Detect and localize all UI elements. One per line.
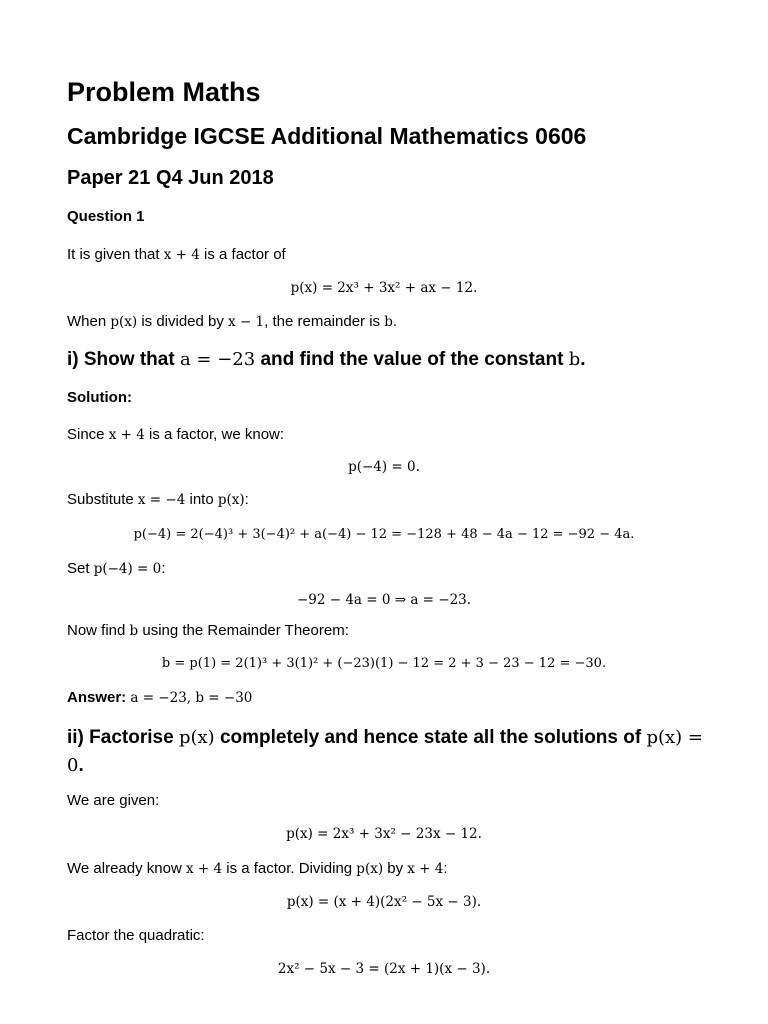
already-line [67,860,448,877]
equation-given: p(x) = 2x³ + 3x² − 23x − 12. [286,826,482,842]
given-line: We are given: [67,792,160,809]
part-1-heading [67,349,586,371]
equation-expand: p(−4) = 2(−4)³ + 3(−4)² + a(−4) − 12 = −128 + 48 − 4a − 12 = −92 − 4a. [133,527,635,542]
part-2-text-1: ii) Factorise [67,727,174,748]
set-text-2: : [161,560,166,577]
since-math-1: x + 4 [108,427,145,443]
subst-text-3: : [244,491,249,508]
equation-b: b = p(1) = 2(1)³ + 3(1)² + (−23)(1) − 12 = 2 + 3 − 23 − 12 = −30. [161,656,607,671]
answer-line [67,689,252,706]
when-text-3: , the remainder is [264,313,381,330]
answer-label: Answer: [67,689,127,706]
factor-quadratic-line: Factor the quadratic: [67,927,205,944]
nowfind-math-1: b [129,623,139,639]
part-1-math-2: b [568,349,581,370]
when-math-1: p(x) [110,314,138,330]
when-text-1: When [67,313,107,330]
since-line [67,426,284,443]
subst-text-2: into [189,491,214,508]
nowfind-text-1: Now find [67,622,126,639]
set-math-1: p(−4) = 0 [93,561,162,577]
equation-p-definition: p(x) = 2x³ + 3x² + ax − 12. [290,280,478,296]
already-text-1: We already know [67,860,182,877]
part-2-text-2: completely and hence state all the solutions of [219,727,642,748]
equation-p-minus-4: p(−4) = 0. [348,459,420,475]
set-line [67,560,165,577]
equation-divided: p(x) = (x + 4)(2x² − 5x − 3). [286,894,482,910]
subst-math-1: x = −4 [137,492,186,508]
subst-text-1: Substitute [67,491,134,508]
when-text-4: . [392,313,398,330]
now-find-line [67,622,349,639]
already-math-3: x + 4 [407,861,444,877]
set-text-1: Set [67,560,90,577]
part-2-math-1: p(x) [178,727,215,748]
equation-solve-a: −92 − 4a = 0 ⇒ a = −23. [296,592,472,608]
already-math-2: p(x) [356,861,384,877]
answer-math: a = −23, b = −30 [130,690,253,706]
already-text-2: is a factor. Dividing [226,860,353,877]
substitute-line [67,491,249,508]
when-math-3: b [384,314,393,330]
intro-text-1: It is given that [67,246,160,263]
intro-text-2: is a factor of [204,246,286,263]
paper-title: Paper 21 Q4 Jun 2018 [67,167,274,189]
solution-label: Solution: [67,389,132,406]
equation-quadratic: 2x² − 5x − 3 = (2x + 1)(x − 3). [277,961,491,977]
subst-math-2: p(x) [217,492,245,508]
part-1-text-3: . [580,349,586,370]
when-text-2: is divided by [141,313,224,330]
part-2-math-2: p(x) = 0 [67,727,704,776]
page-title: Problem Maths [67,77,261,107]
already-text-3: by [387,860,404,877]
part-2-heading [67,724,707,780]
part-1-text-2: and find the value of the constant [260,349,564,370]
part-2-text-3: . [78,755,84,776]
intro-line [67,246,286,263]
when-line [67,313,397,330]
part-1-math-1: a = −23 [179,349,256,370]
nowfind-text-2: using the Remainder Theorem: [142,622,349,639]
already-text-4: : [443,860,448,877]
question-label: Question 1 [67,208,145,225]
part-1-text-1: i) Show that [67,349,175,370]
since-text-2: is a factor, we know: [148,426,285,443]
already-math-1: x + 4 [185,861,223,877]
since-text-1: Since [67,426,105,443]
intro-math-1: x + 4 [163,247,200,263]
course-title: Cambridge IGCSE Additional Mathematics 0606 [67,123,587,149]
when-math-2: x − 1 [228,314,265,330]
